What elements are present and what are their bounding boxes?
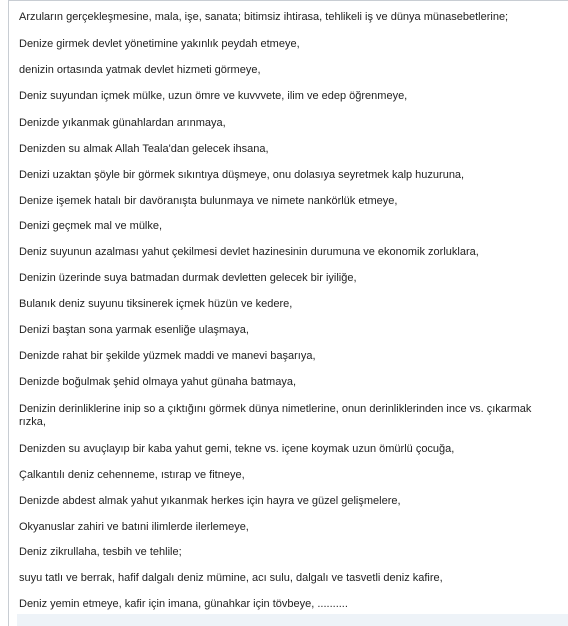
list-line: Denizin derinliklerine inip so a çıktığını görmek dünya nimetlerine, onun derinliklerinden ince vs. çıkarmak rızka, (19, 403, 532, 428)
list-line: Denizde abdest almak yahut yıkanmak herkes için hayra ve güzel gelişmelere, (19, 495, 401, 507)
list-line: Denizde yıkanmak günahlardan arınmaya, (19, 117, 226, 129)
list-line: Denize girmek devlet yönetimine yakınlık peydah etmeye, (19, 38, 300, 50)
list-line: Deniz suyundan içmek mülke, uzun ömre ve kuvvvete, ilim ve edep öğrenmeye, (19, 90, 408, 102)
list-line: Deniz yemin etmeye, kafir için imana, günahkar için tövbeye, .......... (19, 598, 348, 610)
list-line: Deniz zikrullaha, tesbih ve tehlile; (19, 546, 182, 558)
list-line: denizin ortasında yatmak devlet hizmeti görmeye, (19, 64, 261, 76)
list-line: Denizi baştan sona yarmak esenliğe ulaşmaya, (19, 324, 249, 336)
list-line: Bulanık deniz suyunu tiksinerek içmek hüzün ve kedere, (19, 298, 293, 310)
list-line: Denizden su avuçlayıp bir kaba yahut gemi, tekne vs. içene koymak uzun ömürlü çocuğa, (19, 443, 455, 455)
list-line: Denizi uzaktan şöyle bir görmek sıkıntıya düşmeye, onu dolasıya seyretmek kalp huzuruna, (19, 169, 465, 181)
list-line: Çalkantılı deniz cehenneme, ıstırap ve fitneye, (19, 469, 245, 481)
list-line: Okyanuslar zahiri ve batıni ilimlerde ilerlemeye, (19, 521, 249, 533)
list-line: Deniz suyunun azalması yahut çekilmesi devlet hazinesinin durumuna ve ekonomik zorluklara, (19, 246, 479, 258)
list-line: Arzuların gerçekleşmesine, mala, işe, sanata; bitimsiz ihtirasa, tehlikeli iş ve dünya münasebetlerine; (19, 11, 509, 23)
footer-strip (17, 614, 568, 626)
list-line: Denizde rahat bir şekilde yüzmek maddi ve manevi başarıya, (19, 350, 316, 362)
list-line: Denizde boğulmak şehid olmaya yahut günaha batmaya, (19, 376, 297, 388)
list-line: Denizin üzerinde suya batmadan durmak devletten gelecek bir iyiliğe, (19, 272, 357, 284)
list-line: Denizden su almak Allah Teala'dan gelecek ihsana, (19, 143, 269, 155)
list-line: Denize işemek hatalı bir davöranışta bulunmaya ve nimete nankörlük etmeye, (19, 195, 398, 207)
list-line: Denizi geçmek mal ve mülke, (19, 220, 163, 232)
list-line: suyu tatlı ve berrak, hafif dalgalı deniz mümine, acı sulu, dalgalı ve tasvetli deniz kafire, (19, 572, 443, 584)
